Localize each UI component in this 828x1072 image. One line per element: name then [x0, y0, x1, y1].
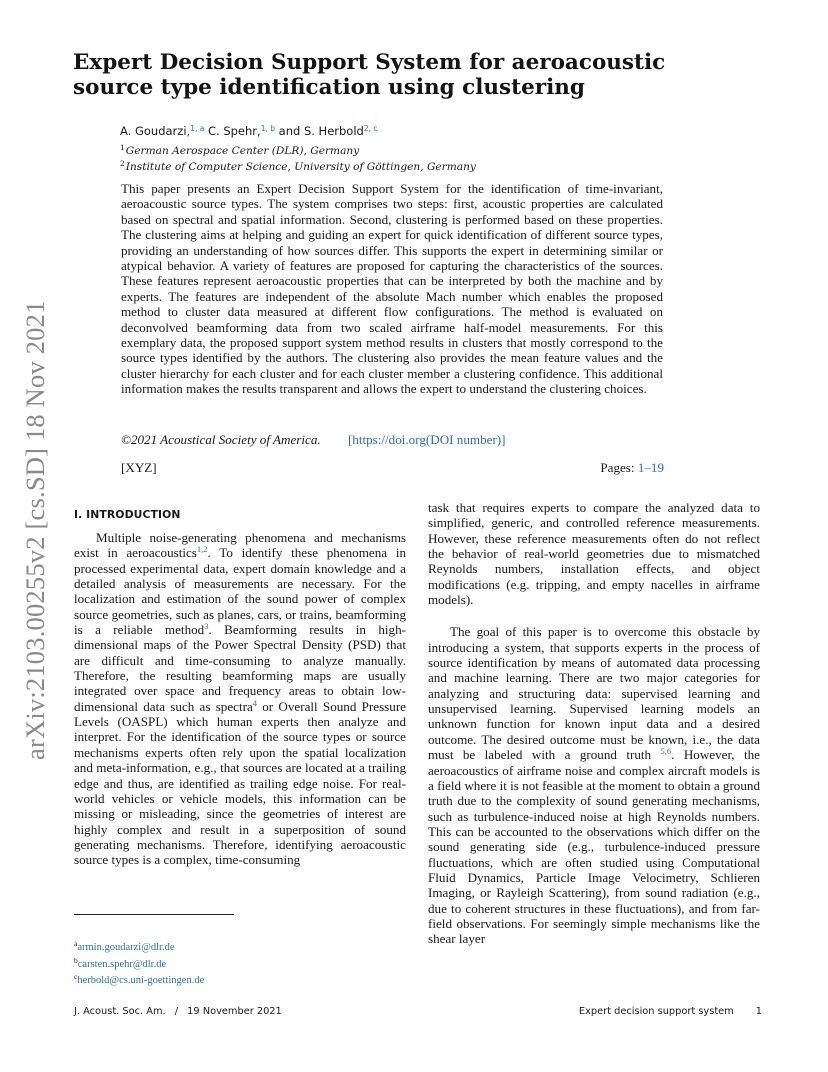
footer-date: 19 November 2021 — [187, 1006, 282, 1017]
copyright-notice: ©2021 Acoustical Society of America. — [121, 432, 321, 447]
citation-link[interactable]: 1,2 — [196, 544, 208, 555]
author-marks[interactable]: 1, b — [260, 124, 275, 133]
paragraph: The goal of this paper is to overcome this obstacle by introducing a system, that supports experts in the process of source identification by means of automated data processing and machine learning. There are two major categories for analyzing and structuring data: supervised learning and unsupervised learning. Supervised learning models an unknown function for known input data and a desired outcome. The desired outcome must be known, i.e., the data must be labeled with a ground truth $^{5,6}$. However, the aeroacoustics of airframe noise and complex aircraft models is a field where it is not feasible at the moment to obtain a ground truth due to the complexity of sound generating mechanisms, such as turbulence-induced noise at high Reynolds numbers. This can be accounted to the observations which differ on the sound generating side (e.g., turbulence-induced pressure fluctuations, which are often studied using Computational Fluid Dynamics, Particle Image Velocimetry, Schlieren Imaging, or Rayleigh Scattering), from sound radiation (e.g., due to coherent structures in these fluctuations), and from far-field observations. For seemingly simple mechanisms like the shear layer — [428, 624, 760, 947]
pages-link[interactable]: 1–19 — [637, 460, 664, 475]
citation-link[interactable]: 3 — [204, 621, 209, 632]
journal-name: J. Acoust. Soc. Am. — [74, 1006, 166, 1017]
affiliation-number: 1 — [120, 143, 125, 152]
doi-link[interactable]: [https://doi.org(DOI number)] — [347, 432, 506, 447]
abstract: This paper presents an Expert Decision Support System for the identification of time-invariant, aeroacoustic source types. The system comprises two steps: first, acoustic properties are calculated based on spectral and spatial information. Second, clustering is performed based on these properties. The clustering aims at helping and guiding an expert for quick identification of different source types, providing an understanding of how sources differ. This supports the expert in determining similar or atypical behavior. A variety of features are proposed for capturing the characteristics of the sources. These features represent aeroacoustic properties that can be interpreted by both the machine and by experts. The features are independent of the absolute Mach number which enables the proposed method to cluster data measured at different flow configurations. The method is evaluated on deconvolved beamforming data from two scaled airframe half-model measurements. For this exemplary data, the proposed support system method results in clusters that mostly correspond to the source types identified by the authors. The clustering also provides the mean feature values and the cluster hierarchy for each cluster and for each cluster member a clustering confidence. This additional information makes the results transparent and allows the expert to understand the clustering choices. — [121, 181, 663, 397]
section-heading: I. INTRODUCTION — [74, 508, 181, 521]
author-name: C. Spehr, — [207, 124, 261, 138]
left-column — [74, 530, 406, 868]
author-name: and S. Herbold — [278, 124, 364, 138]
footer-left — [74, 1006, 282, 1017]
affiliation — [120, 143, 359, 157]
author-marks[interactable]: 1, a — [190, 124, 205, 133]
paper-title: Expert Decision Support System for aeroacoustic source type identification using clustering — [73, 50, 666, 100]
email-link[interactable]: herbold@cs.uni-goettingen.de — [77, 975, 205, 987]
footnotes — [74, 938, 204, 988]
footnote — [74, 971, 204, 988]
running-title: Expert decision support system — [578, 1006, 734, 1017]
footnote-mark: c — [74, 972, 78, 982]
email-link[interactable]: armin.goudarzi@dlr.de — [77, 942, 175, 953]
footnote-mark: b — [74, 955, 78, 965]
email-link[interactable]: carsten.spehr@dlr.de — [77, 958, 167, 970]
affiliation-text: German Aerospace Center (DLR), Germany — [125, 145, 360, 157]
manuscript-code: [XYZ] — [121, 460, 157, 475]
copyright-line — [121, 432, 506, 448]
affiliation-text: Institute of Computer Science, University of Göttingen, Germany — [125, 161, 476, 173]
footnote-divider — [74, 914, 234, 915]
citation-link[interactable]: 4 — [252, 697, 258, 708]
paragraph: Multiple noise-generating phenomena and mechanisms exist in aeroacoustics$^{1,2}$. To identify these phenomena in processed experimental data, expert domain knowledge and a detailed analysis of measurements are necessary. For the localization and estimation of the sound power of complex source geometries, such as planes, cars, or trains, beamforming is a reliable method$^3$. Beamforming results in high-dimensional maps of the Power Spectral Density (PSD) that are difficult and time-consuming to analyze manually. Therefore, the resulting beamforming maps are usually integrated over space and frequency areas to obtain low-dimensional data such as spectra$^4$ or Overall Sound Pressure Levels (OASPL) which human experts then analyze and interpret. For the identification of the source types or source mechanisms experts often rely upon the spatial localization and meta-information, e.g., that sources are located at a trailing edge and thus, are identified as trailing edge noise. For real-world vehicles or vehicle models, this information can be missing or misleading, since the geometries of interest are highly complex and result in a superposition of sound generating mechanisms. Therefore, identifying aeroacoustic source types is a complex, time-consuming — [74, 530, 406, 868]
author-marks[interactable]: 2, c — [363, 124, 378, 133]
footnote-mark: a — [74, 939, 78, 948]
affiliation — [120, 159, 476, 173]
page-number: 1 — [755, 1006, 762, 1017]
footnote — [74, 938, 204, 955]
footer-separator: / — [174, 1006, 179, 1017]
author-list — [120, 124, 378, 138]
affiliation-number: 2 — [120, 159, 125, 168]
author-name: A. Goudarzi, — [120, 124, 191, 138]
footer-right — [579, 1006, 762, 1017]
footnote — [74, 955, 204, 972]
citation-link[interactable]: 5,6 — [660, 746, 672, 757]
arxiv-identifier: arXiv:2103.00255v2 [cs.SD] 18 Nov 2021 — [20, 300, 50, 760]
right-column — [428, 500, 760, 947]
paragraph: task that requires experts to compare the analyzed data to simplified, generic, and controlled reference measurements. However, these reference measurements often do not reflect the behavior of real-world geometries due to mismatched Reynolds numbers, installation effects, and object modifications (e.g. tripping, and empty nacelles in airframe models). — [428, 500, 760, 608]
pages-label: Pages: — [600, 460, 635, 475]
page-range — [600, 460, 664, 476]
page-footer — [74, 1006, 762, 1017]
